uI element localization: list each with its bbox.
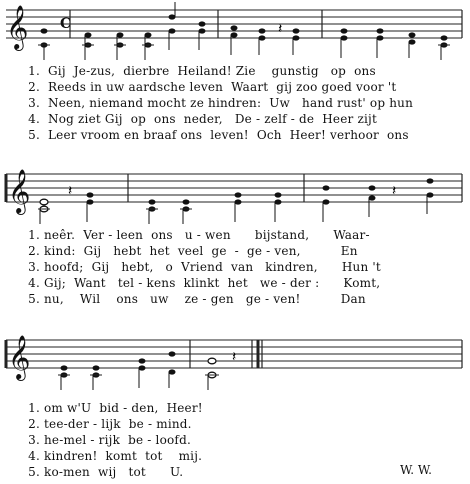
verse-line: 3. he-mel - rijk be - loofd.: [28, 433, 191, 447]
treble-clef-icon: 𝄞: [8, 169, 31, 213]
verse-line: 2. tee-der - lijk be - mind.: [28, 417, 192, 431]
treble-clef-icon: 𝄞: [8, 335, 31, 379]
verse-line: 5. nu, Wil ons uw ze - gen ge - ven! Dan: [28, 292, 366, 306]
music-staff-system-1: [0, 0, 470, 62]
verse-line: 1. neêr. Ver - leen ons u - wen bijstand, Waar-: [28, 228, 370, 242]
rest-icon: 𝄽: [232, 349, 237, 365]
verse-line: 5. ko-men wij tot U.: [28, 465, 184, 479]
notes: [58, 349, 236, 390]
author-signature: W. W.: [400, 463, 432, 477]
rest-icon: 𝄽: [68, 183, 73, 199]
verse-line: 5. Leer vroom en braaf ons leven! Och Heer! verhoor ons: [28, 128, 409, 142]
rest-icon: 𝄽: [392, 183, 397, 199]
verse-line: 4. Gij; Want tel - kens klinkt het we - der : Komt,: [28, 276, 381, 290]
notes: [38, 178, 434, 224]
verse-line: 3. Neen, niemand mocht ze hindren: Uw hand rust' op hun: [28, 96, 414, 110]
verse-line: 3. hoofd; Gij hebt, o Vriend van kindren, Hun 't: [28, 260, 381, 274]
time-signature: C: [60, 16, 72, 32]
music-staff-system-3: [0, 324, 470, 392]
treble-clef-icon: 𝄞: [6, 5, 29, 49]
rest-icon: 𝄽: [278, 21, 283, 37]
verse-line: 1. Gij Je-zus, dierbre Heiland! Zie gunstig op ons: [28, 64, 376, 78]
verse-line: 4. Nog ziet Gij op ons neder, De - zelf - de Heer zijt: [28, 112, 377, 126]
verse-line: 1. om w'U bid - den, Heer!: [28, 401, 203, 415]
verse-line: 4. kindren! komt tot mij.: [28, 449, 203, 463]
verse-line: 2. kind: Gij hebt het veel ge - ge - ven, En: [28, 244, 358, 258]
verse-line: 2. Reeds in uw aardsche leven Waart gij zoo goed voor 't: [28, 80, 397, 94]
music-staff-system-2: [0, 162, 470, 226]
